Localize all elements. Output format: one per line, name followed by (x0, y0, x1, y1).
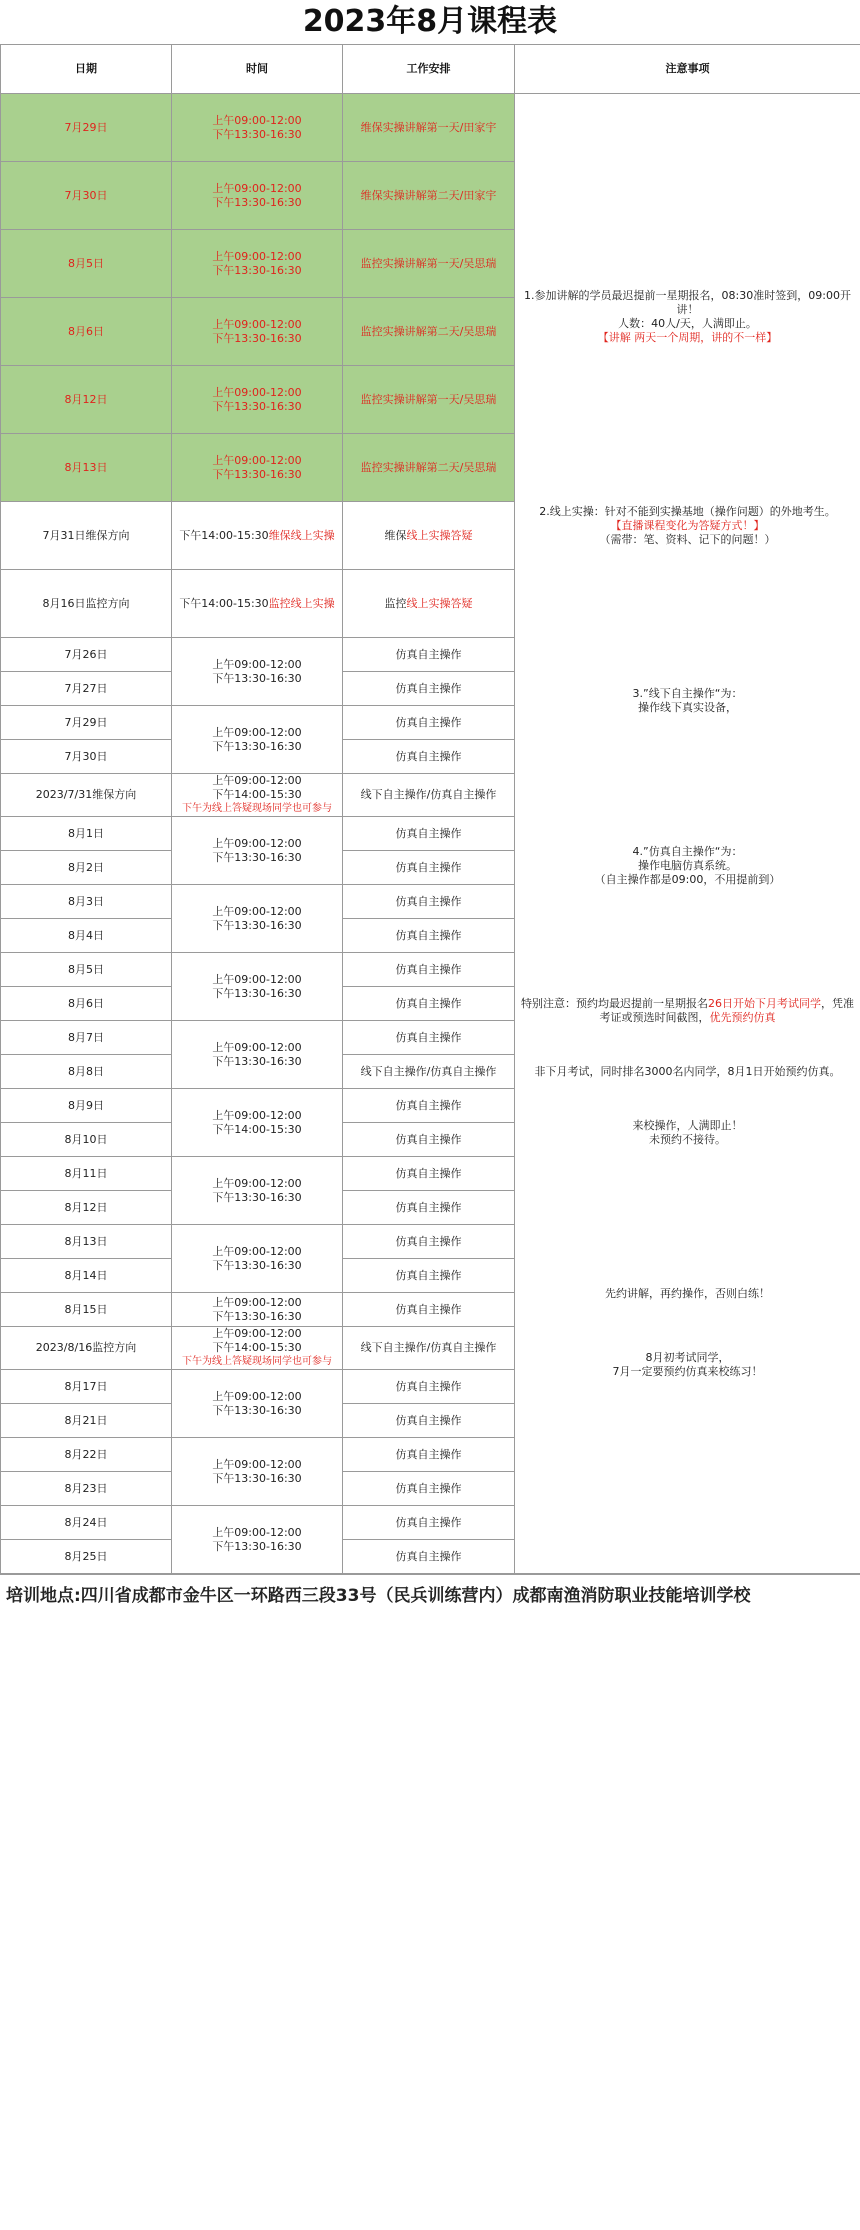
task-cell: 仿真自主操作 (343, 1157, 515, 1191)
note-special (519, 997, 856, 1025)
task-cell: 仿真自主操作 (343, 1123, 515, 1157)
date-cell: 8月10日 (1, 1123, 172, 1157)
date-cell: 7月27日 (1, 672, 172, 706)
time-cell (172, 638, 343, 706)
task-cell (343, 570, 515, 638)
note-spacer (519, 1301, 856, 1351)
time-text: 上午09:00-12:00 下午13:30-16:30 (212, 1525, 302, 1553)
header-time: 时间 (172, 45, 343, 94)
note-offline: 3.”线下自主操作“为： 操作线下真实设备， (632, 686, 743, 714)
date-cell: 7月30日 (1, 740, 172, 774)
task-cell: 仿真自主操作 (343, 1021, 515, 1055)
date-cell: 2023/7/31维保方向 (1, 774, 172, 817)
task-cell (343, 502, 515, 570)
task-cell: 线下自主操作/仿真自主操作 (343, 1327, 515, 1370)
task-cell: 仿真自主操作 (343, 1089, 515, 1123)
task-cell: 仿真自主操作 (343, 987, 515, 1021)
date-cell: 8月7日 (1, 1021, 172, 1055)
date-cell: 8月24日 (1, 1506, 172, 1540)
time-text: 上午09:00-12:00 下午14:00-15:30 (212, 1327, 302, 1354)
time-text: 上午09:00-12:00 下午13:30-16:30 (212, 1389, 302, 1417)
date-cell: 8月5日 (1, 230, 172, 298)
note-special-a: 特别注意：预约均最迟提前一星期报名 (521, 996, 708, 1010)
time-text: 上午09:00-12:00 下午13:30-16:30 (212, 1295, 302, 1323)
time-cell: 上午09:00-12:00 下午13:30-16:30 (172, 230, 343, 298)
time-cell: 上午09:00-12:00 下午13:30-16:30 (172, 434, 343, 502)
time-cell (172, 1021, 343, 1089)
date-cell: 8月13日 (1, 434, 172, 502)
time-cell (172, 1293, 343, 1327)
date-cell: 8月22日 (1, 1438, 172, 1472)
date-cell: 8月15日 (1, 1293, 172, 1327)
note-early-august: 8月初考试同学， 7月一定要预约仿真来校练习！ (612, 1350, 763, 1378)
note-special-red: 26日开始下月考试同学 (708, 996, 821, 1010)
task-cell: 仿真自主操作 (343, 638, 515, 672)
task-cell: 仿真自主操作 (343, 1472, 515, 1506)
date-cell: 8月12日 (1, 366, 172, 434)
note-spacer (519, 345, 856, 505)
time-text: 上午09:00-12:00 下午13:30-16:30 (212, 1244, 302, 1272)
time-cell: 上午09:00-12:00 下午13:30-16:30 (172, 162, 343, 230)
date-cell: 8月17日 (1, 1370, 172, 1404)
date-cell: 8月6日 (1, 987, 172, 1021)
time-text: 上午09:00-12:00 下午13:30-16:30 (212, 1457, 302, 1485)
note-spacer (519, 547, 856, 687)
date-cell: 8月4日 (1, 919, 172, 953)
task-text: 监控 (384, 596, 407, 610)
date-cell: 8月11日 (1, 1157, 172, 1191)
date-cell: 8月9日 (1, 1089, 172, 1123)
time-text: 上午09:00-12:00 下午13:30-16:30 (212, 725, 302, 753)
note-sim: 4.”仿真自主操作“为： 操作电脑仿真系统。 （自主操作都是09:00，不用提前到） (594, 844, 781, 886)
date-cell: 8月8日 (1, 1055, 172, 1089)
time-cell (172, 570, 343, 638)
header-task: 工作安排 (343, 45, 515, 94)
table-row (1, 94, 860, 162)
task-cell: 监控实操讲解第一天/吴思瑞 (343, 230, 515, 298)
note-spacer (519, 887, 856, 997)
task-cell: 仿真自主操作 (343, 1293, 515, 1327)
date-cell: 8月14日 (1, 1259, 172, 1293)
task-cell: 仿真自主操作 (343, 1438, 515, 1472)
task-cell: 仿真自主操作 (343, 851, 515, 885)
date-cell: 7月29日 (1, 706, 172, 740)
time-text: 上午09:00-12:00 下午13:30-16:30 (212, 972, 302, 1000)
task-text: 维保 (384, 528, 407, 542)
date-cell: 7月26日 (1, 638, 172, 672)
time-cell: 上午09:00-12:00 下午13:30-16:30 (172, 94, 343, 162)
date-cell: 7月31日维保方向 (1, 502, 172, 570)
date-cell: 8月25日 (1, 1540, 172, 1574)
page-title: 2023年8月课程表 (302, 4, 558, 39)
task-cell: 监控实操讲解第二天/吴思瑞 (343, 434, 515, 502)
note-intro: 1.参加讲解的学员最迟提前一星期报名，08:30准时签到，09:00开讲！ 人数：40人/天，人满即止。 (524, 288, 851, 330)
task-cell: 仿真自主操作 (343, 953, 515, 987)
task-cell: 仿真自主操作 (343, 919, 515, 953)
date-cell: 8月2日 (1, 851, 172, 885)
time-note: 下午为线上答疑现场同学也可参与 (182, 803, 332, 814)
time-cell (172, 1506, 343, 1574)
time-cell (172, 1225, 343, 1293)
note-onsite: 来校操作，人满即止！ 未预约不接待。 (632, 1118, 743, 1146)
date-cell: 2023/8/16监控方向 (1, 1327, 172, 1370)
time-note: 维保线上实操 (268, 528, 335, 542)
task-cell: 仿真自主操作 (343, 885, 515, 919)
date-cell: 8月5日 (1, 953, 172, 987)
header-row (1, 45, 860, 94)
note-spacer (519, 1147, 856, 1287)
task-cell: 线下自主操作/仿真自主操作 (343, 774, 515, 817)
time-cell (172, 1157, 343, 1225)
time-cell: 上午09:00-12:00 下午13:30-16:30 (172, 298, 343, 366)
task-cell: 仿真自主操作 (343, 1404, 515, 1438)
task-cell: 监控实操讲解第二天/吴思瑞 (343, 298, 515, 366)
note-intro-red: 【讲解 两天一个周期，讲的不一样】 (597, 330, 778, 344)
task-cell: 仿真自主操作 (343, 1506, 515, 1540)
note-special-b: ，凭准考证或预选时间截图， (599, 996, 854, 1024)
time-text: 上午09:00-12:00 下午13:30-16:30 (212, 1040, 302, 1068)
time-text: 下午14:00-15:30 (179, 528, 269, 542)
task-cell: 仿真自主操作 (343, 1191, 515, 1225)
notes-cell (515, 94, 860, 1574)
time-text: 上午09:00-12:00 下午13:30-16:30 (212, 657, 302, 685)
time-text: 上午09:00-12:00 下午14:00-15:30 (212, 1108, 302, 1136)
date-cell: 8月23日 (1, 1472, 172, 1506)
task-cell: 仿真自主操作 (343, 1225, 515, 1259)
note-spacer (519, 715, 856, 845)
time-text: 上午09:00-12:00 下午13:30-16:30 (212, 1176, 302, 1204)
time-text: 下午14:00-15:30 (179, 596, 269, 610)
footer-address: 培训地点:四川省成都市金牛区一环路西三段33号（民兵训练营内）成都南渔消防职业技能培训学校 (0, 1574, 860, 1617)
note-spacer (519, 1025, 856, 1065)
task-cell: 监控实操讲解第一天/吴思瑞 (343, 366, 515, 434)
time-cell (172, 953, 343, 1021)
note-online: 2.线上实操：针对不能到实操基地（操作问题）的外地考生。 (539, 504, 836, 518)
time-cell: 上午09:00-12:00 下午13:30-16:30 (172, 366, 343, 434)
schedule-table (0, 44, 860, 1574)
task-cell: 仿真自主操作 (343, 672, 515, 706)
task-cell: 仿真自主操作 (343, 1370, 515, 1404)
time-note: 监控线上实操 (268, 596, 335, 610)
task-cell: 仿真自主操作 (343, 740, 515, 774)
header-date: 日期 (1, 45, 172, 94)
note-order: 先约讲解，再约操作，否则白练！ (605, 1286, 770, 1300)
note-online-red: 【直播课程变化为答疑方式！】 (610, 518, 765, 532)
task-cell: 维保实操讲解第二天/田家宇 (343, 162, 515, 230)
time-text: 上午09:00-12:00 下午13:30-16:30 (212, 904, 302, 932)
header-notes: 注意事项 (515, 45, 860, 94)
note-non-next-month: 非下月考试，同时排名3000名内同学，8月1日开始预约仿真。 (534, 1064, 841, 1078)
date-cell: 8月13日 (1, 1225, 172, 1259)
note-spacer (519, 1079, 856, 1119)
date-cell: 8月3日 (1, 885, 172, 919)
date-cell: 8月16日监控方向 (1, 570, 172, 638)
time-text: 上午09:00-12:00 下午14:00-15:30 (212, 774, 302, 801)
date-cell: 8月1日 (1, 817, 172, 851)
time-cell (172, 1370, 343, 1438)
task-cell: 仿真自主操作 (343, 1259, 515, 1293)
time-note: 下午为线上答疑现场同学也可参与 (182, 1356, 332, 1367)
task-cell: 线下自主操作/仿真自主操作 (343, 1055, 515, 1089)
task-note: 线上实操答疑 (406, 596, 473, 610)
time-cell (172, 774, 343, 817)
task-cell: 仿真自主操作 (343, 817, 515, 851)
date-cell: 7月29日 (1, 94, 172, 162)
date-cell: 8月21日 (1, 1404, 172, 1438)
date-cell: 7月30日 (1, 162, 172, 230)
task-cell: 仿真自主操作 (343, 1540, 515, 1574)
time-cell (172, 502, 343, 570)
note-online-tail: （需带：笔、资料、记下的问题！） (599, 532, 776, 546)
time-text: 上午09:00-12:00 下午13:30-16:30 (212, 836, 302, 864)
time-cell (172, 1089, 343, 1157)
time-cell (172, 1327, 343, 1370)
time-cell (172, 885, 343, 953)
task-cell: 维保实操讲解第一天/田家宇 (343, 94, 515, 162)
time-cell (172, 706, 343, 774)
date-cell: 8月6日 (1, 298, 172, 366)
note-special-red2: 优先预约仿真 (709, 1010, 776, 1024)
task-cell: 仿真自主操作 (343, 706, 515, 740)
date-cell: 8月12日 (1, 1191, 172, 1225)
time-cell (172, 817, 343, 885)
time-cell (172, 1438, 343, 1506)
task-note: 线上实操答疑 (406, 528, 473, 542)
